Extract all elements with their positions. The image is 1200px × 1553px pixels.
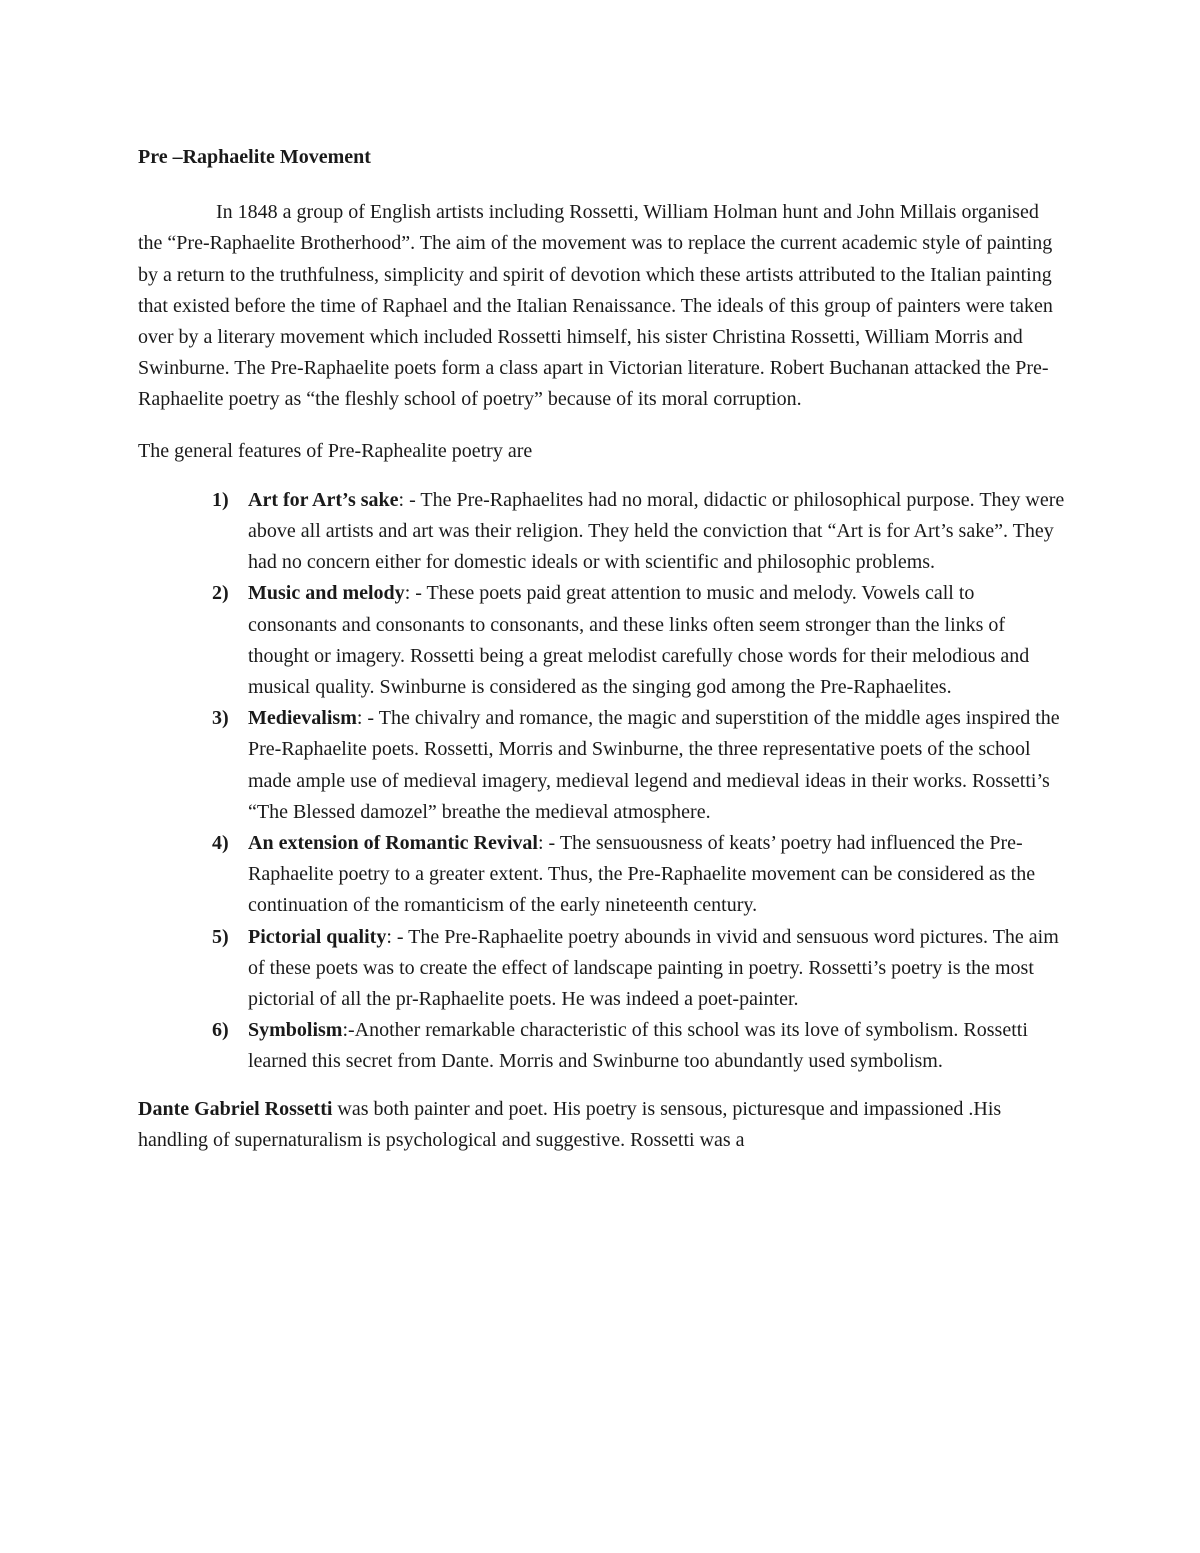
feature-text: : - The sensuousness of keats’ poetry had influenced the Pre-Raphaelite poetry to a greater extent. Thus, the Pre-Raphaelite movement can be considered as the continuation of the romanticism of the early nineteenth century. [248, 832, 1036, 917]
feature-text: : - The Pre-Raphaelites had no moral, didactic or philosophical purpose. They were above all artists and art was their religion. They held the conviction that “Art is for Art’s sake”. They had no concern either for domestic ideals or with scientific and philosophic problems. [248, 488, 1065, 574]
feature-term: Symbolism [248, 1019, 343, 1042]
feature-term: Music and melody [248, 582, 405, 605]
feature-number: 5) [212, 925, 229, 948]
intro-paragraph: In 1848 a group of English artists including Rossetti, William Holman hunt and John Millais organised the “Pre-Raphaelite Brotherhood”. The aim of the movement was to replace the current academic style of painting by a return to the truthfulness, simplicity and spirit of devotion which these artists attributed to the Italian painting that existed before the time of Raphael and the Italian Renaissance. The ideals of this group of painters were taken over by a literary movement which included Rossetti himself, his sister Christina Rossetti, William Morris and Swinburne. The Pre-Raphaelite poets form a class apart in Victorian literature. Robert Buchanan attacked the Pre-Raphaelite poetry as “the fleshly school of poetry” because of its moral corruption. [138, 201, 1053, 411]
bio-text: was both painter and poet. His poetry is sensous, picturesque and impassioned .His handling of supernaturalism is psychological and suggestive. Rossetti was a [138, 1097, 1002, 1151]
feature-term: Pictorial quality [248, 925, 387, 948]
feature-number: 1) [212, 488, 229, 511]
feature-item-romantic-revival [138, 828, 1068, 922]
features-intro: The general features of Pre-Raphealite poetry are [138, 439, 533, 462]
feature-term: Medievalism [248, 707, 357, 730]
feature-item-art-for-arts-sake [138, 485, 1068, 579]
features-list [138, 485, 1068, 1078]
feature-item-symbolism [138, 1015, 1068, 1077]
rossetti-paragraph [138, 1094, 1068, 1156]
feature-item-music-and-melody [138, 578, 1068, 703]
feature-text: : - The Pre-Raphaelite poetry abounds in vivid and sensuous word pictures. The aim of these poets was to create the effect of landscape painting in poetry. Rossetti’s poetry is the most pictorial of all the pr-Raphaelite poets. He was indeed a poet-painter. [248, 925, 1059, 1011]
feature-text: : - The chivalry and romance, the magic and superstition of the middle ages inspired the Pre-Raphaelite poets. Rossetti, Morris and Swinburne, the three representative poets of the school made ample use of medieval imagery, medieval legend and medieval ideas in their works. Rossetti’s “The Blessed damozel” breathe the medieval atmosphere. [248, 707, 1060, 823]
feature-item-pictorial-quality [138, 922, 1068, 1016]
document-content [138, 142, 1068, 1156]
page-title: Pre –Raphaelite Movement [138, 146, 371, 168]
feature-number: 2) [212, 582, 229, 605]
feature-item-medievalism [138, 703, 1068, 828]
bio-name: Dante Gabriel Rossetti [138, 1097, 333, 1120]
feature-number: 4) [212, 832, 229, 855]
feature-number: 3) [212, 707, 229, 730]
feature-number: 6) [212, 1019, 229, 1042]
feature-text: : - These poets paid great attention to music and melody. Vowels call to consonants and consonants to consonants, and these links often seem stronger than the links of thought or imagery. Rossetti being a great melodist carefully chose words for their melodious and musical quality. Swinburne is considered as the singing god among the Pre-Raphaelites. [248, 582, 1030, 699]
feature-text: :-Another remarkable characteristic of this school was its love of symbolism. Rossetti learned this secret from Dante. Morris and Swinburne too abundantly used symbolism. [248, 1019, 1028, 1073]
feature-term: Art for Art’s sake [248, 488, 399, 511]
feature-term: An extension of Romantic Revival [248, 832, 538, 855]
